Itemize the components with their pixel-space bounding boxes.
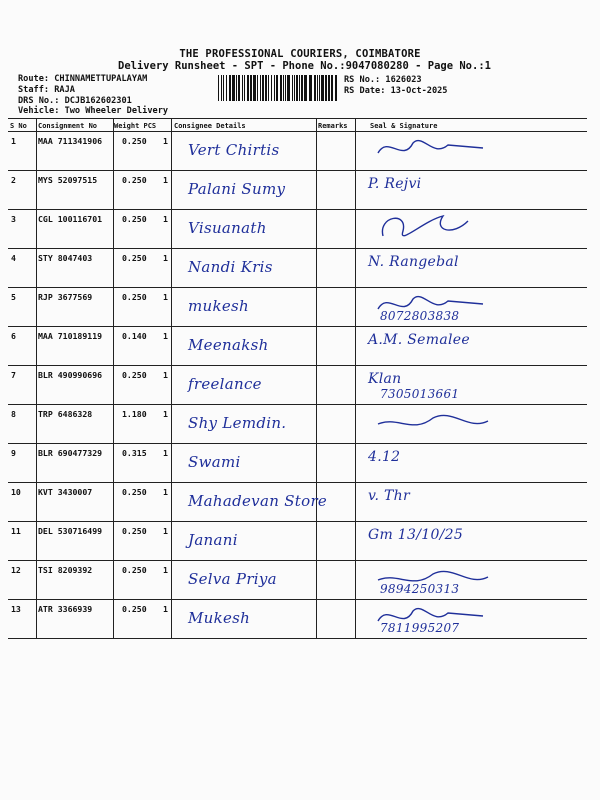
row-sno: 11 xyxy=(11,526,21,536)
row-consignment-no: TRP 6486328 xyxy=(38,409,93,419)
row-weight: 0.250 xyxy=(122,565,147,575)
row-consignment-no: STY 8047403 xyxy=(38,253,93,263)
row-consignment-no: BLR 490990696 xyxy=(38,370,103,380)
barcode-bar xyxy=(331,75,333,101)
signature-scribble xyxy=(373,601,493,633)
barcode-bar xyxy=(242,75,243,101)
row-divider xyxy=(8,170,587,171)
row-pcs: 1 xyxy=(163,604,168,614)
row-consignment-no: ATR 3366939 xyxy=(38,604,93,614)
barcode-bar xyxy=(294,75,295,101)
barcode-bar xyxy=(321,75,324,101)
row-pcs: 1 xyxy=(163,253,168,263)
row-divider xyxy=(8,365,587,366)
row-consignee-handwriting: Mukesh xyxy=(188,609,251,627)
signature-scribble xyxy=(373,133,493,165)
signature-scribble xyxy=(373,562,493,594)
row-sno: 1 xyxy=(11,136,16,146)
row-consignee-handwriting: Selva Priya xyxy=(188,570,277,588)
barcode-bar xyxy=(309,75,312,101)
barcode-bar xyxy=(314,75,316,101)
row-divider xyxy=(8,287,587,288)
row-divider xyxy=(8,482,587,483)
header-consignee: Consignee Details xyxy=(174,122,246,130)
row-weight: 0.250 xyxy=(122,604,147,614)
row-divider xyxy=(8,560,587,561)
drs-number: DRS No.: DCJB162602301 xyxy=(18,96,132,106)
barcode-bar xyxy=(236,75,237,101)
row-consignee-handwriting: Nandi Kris xyxy=(188,258,273,276)
barcode-bar xyxy=(218,75,219,101)
row-seal-handwriting: A.M. Semalee xyxy=(368,332,470,348)
header-remarks: Remarks xyxy=(318,122,348,130)
row-consignment-no: DEL 530716499 xyxy=(38,526,103,536)
barcode xyxy=(218,75,340,101)
barcode-bar xyxy=(319,75,320,101)
row-sno: 2 xyxy=(11,175,16,185)
table-border xyxy=(8,118,587,119)
barcode-bar xyxy=(271,75,272,101)
barcode-bar xyxy=(285,75,286,101)
row-consignment-no: MAA 711341906 xyxy=(38,136,103,146)
row-divider xyxy=(8,404,587,405)
header-sno: S No xyxy=(10,122,27,130)
row-consignee-handwriting: mukesh xyxy=(188,297,250,315)
row-sno: 9 xyxy=(11,448,16,458)
row-weight: 0.250 xyxy=(122,526,147,536)
barcode-bar xyxy=(247,75,249,101)
row-consignment-no: TSI 8209392 xyxy=(38,565,93,575)
barcode-bar xyxy=(229,75,231,101)
row-consignee-handwriting: Palani Sumy xyxy=(188,180,286,198)
row-divider xyxy=(8,521,587,522)
row-divider xyxy=(8,443,587,444)
barcode-bar xyxy=(283,75,284,101)
row-weight: 0.250 xyxy=(122,214,147,224)
row-consignee-handwriting: Meenaksh xyxy=(188,336,269,354)
barcode-bar xyxy=(223,75,224,101)
row-pcs: 1 xyxy=(163,526,168,536)
runsheet-subtitle: Delivery Runsheet - SPT - Phone No.:9047080280 - Page No.:1 xyxy=(118,60,491,72)
barcode-bar xyxy=(238,75,240,101)
barcode-bar xyxy=(268,75,269,101)
row-pcs: 1 xyxy=(163,565,168,575)
row-sno: 12 xyxy=(11,565,21,575)
row-consignee-handwriting: Shy Lemdin. xyxy=(188,414,287,432)
header-divider xyxy=(8,131,587,132)
row-consignment-no: CGL 100116701 xyxy=(38,214,103,224)
row-sno: 7 xyxy=(11,370,16,380)
barcode-bar xyxy=(276,75,278,101)
route-label: Route: CHINNAMETTUPALAYAM xyxy=(18,74,148,84)
header-consignment: Consignment No xyxy=(38,122,98,130)
signature-scribble xyxy=(373,211,493,243)
row-phone-handwriting: 7811995207 xyxy=(380,621,460,635)
row-pcs: 1 xyxy=(163,175,168,185)
row-weight: 1.180 xyxy=(122,409,147,419)
row-divider xyxy=(8,599,587,600)
row-sno: 5 xyxy=(11,292,16,302)
barcode-bar xyxy=(265,75,267,101)
row-divider xyxy=(8,326,587,327)
row-divider xyxy=(8,209,587,210)
row-pcs: 1 xyxy=(163,487,168,497)
row-sno: 8 xyxy=(11,409,16,419)
row-phone-handwriting: 8072803838 xyxy=(380,309,460,323)
rs-date: RS Date: 13-Oct-2025 xyxy=(344,86,448,96)
row-sno: 13 xyxy=(11,604,21,614)
row-consignment-no: RJP 3677569 xyxy=(38,292,93,302)
signature-scribble xyxy=(373,289,493,321)
row-weight: 0.250 xyxy=(122,175,147,185)
barcode-bar xyxy=(280,75,282,101)
row-weight: 0.250 xyxy=(122,370,147,380)
company-title: THE PROFESSIONAL COURIERS, COIMBATORE xyxy=(179,48,421,60)
row-weight: 0.140 xyxy=(122,331,147,341)
row-seal-handwriting: N. Rangebal xyxy=(368,254,459,270)
barcode-bar xyxy=(257,75,258,101)
row-weight: 0.315 xyxy=(122,448,147,458)
row-consignment-no: KVT 3430007 xyxy=(38,487,93,497)
row-consignee-handwriting: freelance xyxy=(188,375,262,393)
barcode-bar xyxy=(304,75,307,101)
row-sno: 6 xyxy=(11,331,16,341)
barcode-bar xyxy=(226,75,227,101)
header-seal: Seal & Signature xyxy=(370,122,438,130)
barcode-bar xyxy=(325,75,327,101)
barcode-bar xyxy=(292,75,293,101)
barcode-bar xyxy=(260,75,261,101)
row-pcs: 1 xyxy=(163,409,168,419)
barcode-bar xyxy=(335,75,337,101)
barcode-bar xyxy=(262,75,264,101)
staff-label: Staff: RAJA xyxy=(18,85,75,95)
row-seal-handwriting: P. Rejvi xyxy=(368,176,422,192)
barcode-bar xyxy=(274,75,275,101)
barcode-bar xyxy=(301,75,303,101)
row-pcs: 1 xyxy=(163,136,168,146)
row-consignee-handwriting: Janani xyxy=(188,531,238,549)
barcode-bar xyxy=(253,75,256,101)
row-weight: 0.250 xyxy=(122,487,147,497)
row-consignee-handwriting: Swami xyxy=(188,453,241,471)
row-consignee-handwriting: Visuanath xyxy=(188,219,267,237)
row-consignee-handwriting: Vert Chirtis xyxy=(188,141,280,159)
row-consignment-no: MYS 52097515 xyxy=(38,175,98,185)
barcode-bar xyxy=(287,75,290,101)
barcode-bar xyxy=(250,75,252,101)
row-divider xyxy=(8,248,587,249)
row-consignment-no: BLR 690477329 xyxy=(38,448,103,458)
barcode-bar xyxy=(317,75,318,101)
header-weight-pcs: Weight PCS xyxy=(114,122,157,130)
row-consignment-no: MAA 710189119 xyxy=(38,331,103,341)
barcode-bar xyxy=(244,75,245,101)
row-pcs: 1 xyxy=(163,370,168,380)
row-sno: 4 xyxy=(11,253,16,263)
row-seal-handwriting: 4.12 xyxy=(368,449,401,465)
row-seal-handwriting: Gm 13/10/25 xyxy=(368,527,464,543)
row-seal-handwriting: Klan xyxy=(368,371,402,387)
vehicle-label: Vehicle: Two Wheeler Delivery xyxy=(18,106,169,116)
row-weight: 0.250 xyxy=(122,136,147,146)
row-sno: 10 xyxy=(11,487,21,497)
row-pcs: 1 xyxy=(163,292,168,302)
row-weight: 0.250 xyxy=(122,292,147,302)
barcode-bar xyxy=(232,75,235,101)
barcode-bar xyxy=(221,75,222,101)
row-seal-handwriting: v. Thr xyxy=(368,488,410,504)
row-pcs: 1 xyxy=(163,331,168,341)
barcode-bar xyxy=(296,75,298,101)
signature-scribble xyxy=(373,406,493,438)
row-pcs: 1 xyxy=(163,448,168,458)
row-phone-handwriting: 7305013661 xyxy=(380,387,460,401)
row-pcs: 1 xyxy=(163,214,168,224)
row-consignee-handwriting: Mahadevan Store xyxy=(188,492,328,510)
rs-number: RS No.: 1626023 xyxy=(344,75,422,85)
barcode-bar xyxy=(328,75,330,101)
row-sno: 3 xyxy=(11,214,16,224)
row-weight: 0.250 xyxy=(122,253,147,263)
row-divider xyxy=(8,638,587,639)
row-phone-handwriting: 9894250313 xyxy=(380,582,460,596)
barcode-bar xyxy=(299,75,300,101)
